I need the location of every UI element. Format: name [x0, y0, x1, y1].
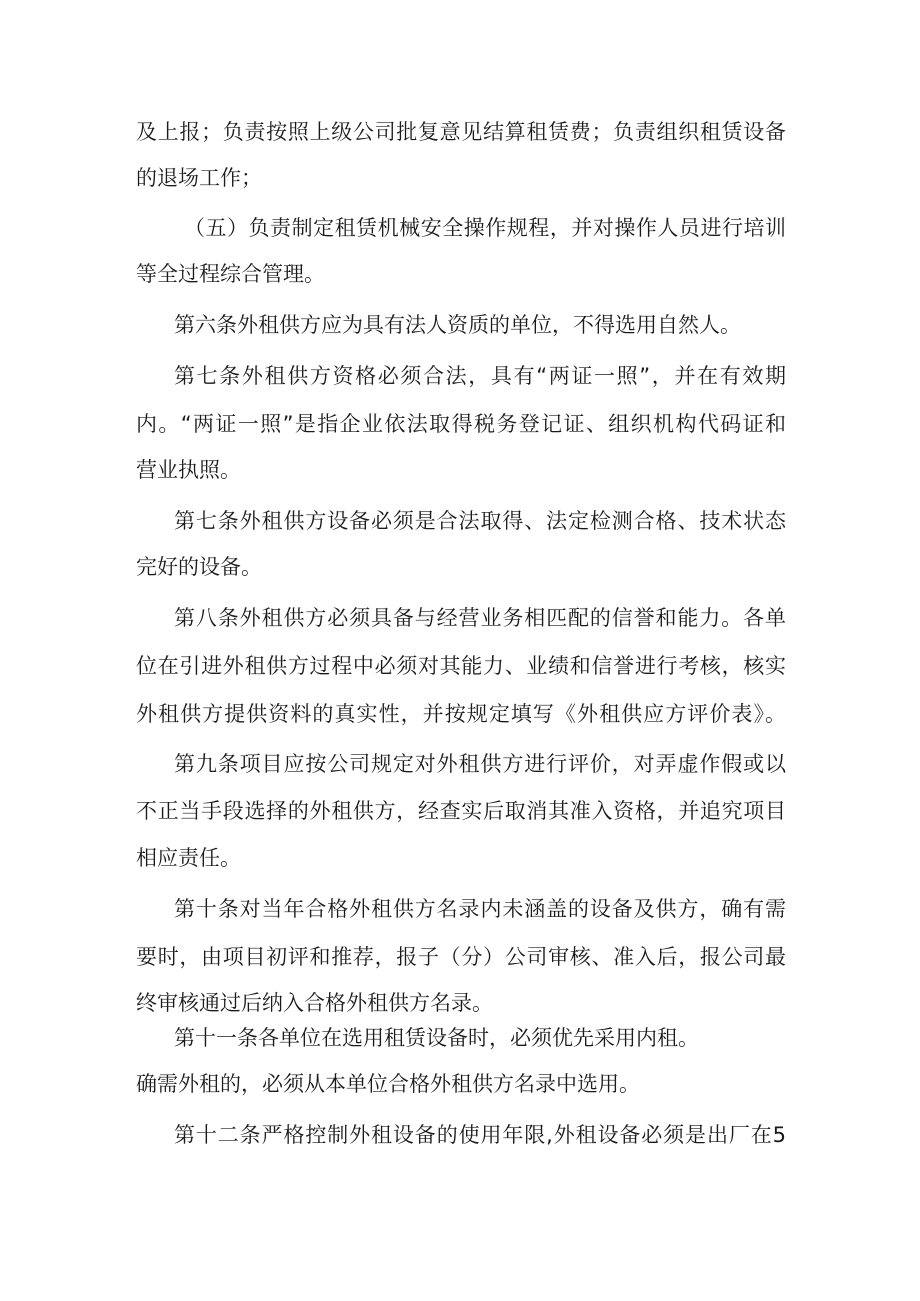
text-line: 第十条对当年合格外租供方名录内未涵盖的设备及供方，确有需: [174, 897, 786, 921]
text-line: 等全过程综合管理。: [136, 262, 325, 286]
text-line: 及上报；负责按照上级公司批复意见结算租赁费；负责组织租赁设备: [136, 120, 786, 144]
text-line: 第十二条严格控制外租设备的使用年限,外租设备必须是出厂在5: [174, 1123, 786, 1147]
text-line: 相应责任。: [136, 846, 241, 870]
text-line: 内。“两证一照”是指企业依法取得税务登记证、组织机构代码证和: [136, 412, 786, 436]
text-line: 确需外租的，必须从本单位合格外租供方名录中选用。: [136, 1072, 640, 1096]
text-line: 要时，由项目初评和推荐，报子（分）公司审核、准入后，报公司最: [136, 945, 786, 969]
text-line: 第九条项目应按公司规定对外租供方进行评价，对弄虚作假或以: [174, 752, 786, 776]
text-line: 第七条外租供方设备必须是合法取得、法定检测合格、技术状态: [174, 509, 786, 533]
text-line: （五）负责制定租赁机械安全操作规程，并对操作人员进行培训: [184, 216, 786, 240]
text-line: 的退场工作；: [136, 166, 262, 190]
text-line: 第七条外租供方资格必须合法，具有“两证一照”，并在有效期: [174, 364, 786, 388]
text-line: 第八条外租供方必须具备与经营业务相匹配的信誉和能力。各单: [174, 606, 786, 630]
text-line: 营业执照。: [136, 458, 241, 482]
text-line: 第六条外租供方应为具有法人资质的单位，不得选用自然人。: [174, 313, 741, 337]
text-line: 终审核通过后纳入合格外租供方名录。: [136, 991, 493, 1015]
text-line: 完好的设备。: [136, 555, 262, 579]
text-line: 不正当手段选择的外租供方，经查实后取消其准入资格，并追究项目: [136, 799, 786, 823]
text-line: 位在引进外租供方过程中必须对其能力、业绩和信誉进行考核，核实: [136, 654, 786, 678]
text-line: 第十一条各单位在选用租赁设备时，必须优先采用内租。: [174, 1026, 699, 1050]
text-line: 外租供方提供资料的真实性，并按规定填写《外租供应方评价表》。: [136, 702, 786, 726]
